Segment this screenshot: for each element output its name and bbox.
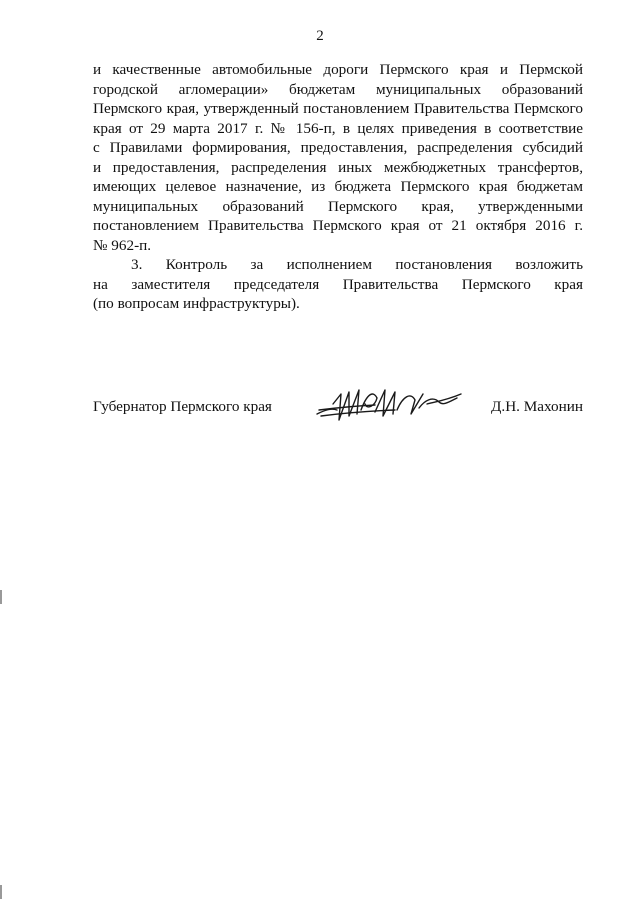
signatory-title: Губернатор Пермского края — [93, 398, 272, 415]
page-number: 2 — [316, 28, 324, 44]
text-line: муниципальных образований Пермского края, утвержденными — [93, 197, 583, 215]
document-body — [93, 60, 583, 314]
text-line: на заместителя председателя Правительства Пермского края — [93, 275, 583, 293]
text-line: № 962-п. — [93, 236, 152, 254]
scan-edge-mark — [0, 590, 2, 604]
text-line: и предоставления, распределения иных межбюджетных трансфертов, — [93, 158, 583, 176]
signature-block — [93, 398, 583, 428]
handwritten-signature — [315, 380, 465, 428]
text-line: Пермского края, утвержденный постановлением Правительства Пермского — [93, 100, 583, 117]
text-line: (по вопросам инфраструктуры). — [93, 295, 300, 312]
text-line: с Правилами формирования, предоставления, распределения субсидий — [93, 139, 583, 156]
text-line: постановлением Правительства Пермского края от 21 октября 2016 г. — [93, 217, 583, 234]
text-line: городской агломерации» бюджетам муниципальных образований — [93, 80, 583, 98]
signatory-name: Д.Н. Махонин — [491, 398, 583, 415]
text-line: 3. Контроль за исполнением постановления возложить — [131, 256, 583, 273]
text-line: имеющих целевое назначение, из бюджета Пермского края бюджетам — [93, 178, 583, 195]
scan-edge-mark — [0, 885, 2, 899]
text-line: и качественные автомобильные дороги Пермского края и Пермской — [93, 61, 583, 78]
text-line: края от 29 марта 2017 г. № 156-п, в целях приведения в соответствие — [93, 119, 583, 137]
